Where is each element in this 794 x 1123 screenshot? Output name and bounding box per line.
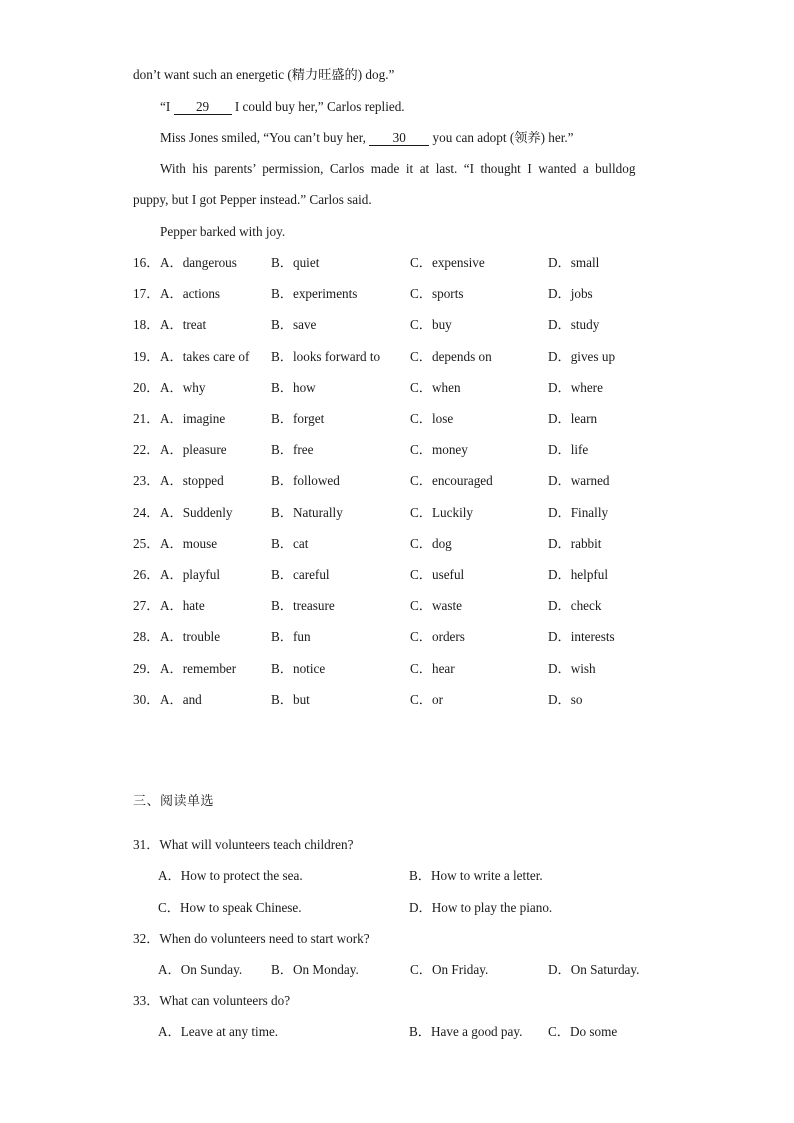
question-number: 16．: [133, 255, 160, 270]
option-a[interactable]: A．mouse: [160, 535, 218, 551]
option-d[interactable]: D．so: [548, 691, 583, 707]
option-c[interactable]: C．lose: [410, 411, 454, 426]
question-number: 27．: [133, 598, 160, 614]
option-a[interactable]: A．dangerous: [160, 255, 237, 270]
passage-line-3-end: you can adopt (领养) her.”: [429, 130, 574, 145]
option-c[interactable]: C．sports: [410, 286, 464, 302]
option-b[interactable]: B．experiments: [271, 286, 358, 302]
option-d[interactable]: D．Finally: [548, 504, 609, 520]
question-33-option-a[interactable]: A．Leave at any time.: [158, 1024, 279, 1039]
question-32-stem: 32．When do volunteers need to start work?: [133, 931, 370, 946]
section-heading: 三、阅读单选: [133, 794, 215, 809]
question-33-option-b[interactable]: B．Have a good pay.: [409, 1024, 523, 1039]
cloze-question-row: [133, 598, 693, 614]
question-32-option-a[interactable]: A．On Sunday.: [158, 962, 243, 977]
option-b[interactable]: B．Naturally: [271, 504, 343, 520]
question-number: 29．: [133, 660, 160, 676]
question-number: 23．: [133, 473, 160, 489]
option-b[interactable]: B．save: [271, 317, 317, 333]
option-a[interactable]: A．stopped: [160, 473, 224, 489]
passage-line-2-start: “I: [160, 99, 174, 114]
option-b[interactable]: B．cat: [271, 535, 309, 551]
question-32-option-d[interactable]: D．On Saturday.: [548, 962, 640, 977]
option-c[interactable]: C．when: [410, 379, 461, 395]
passage-line-3-start: Miss Jones smiled, “You can’t buy her,: [160, 130, 370, 145]
passage-line-4a: With his parents’ permission, Carlos made it at last. “I thought I wanted a bulldog: [160, 161, 636, 176]
option-c[interactable]: C．dog: [410, 535, 452, 551]
question-number: 24．: [133, 504, 160, 520]
cloze-question-row: [133, 567, 693, 583]
question-31-stem: 31．What will volunteers teach children?: [133, 837, 354, 852]
question-number: 28．: [133, 629, 160, 645]
option-d[interactable]: D．helpful: [548, 567, 609, 582]
option-b[interactable]: B．but: [271, 691, 310, 707]
cloze-question-row: [133, 380, 693, 396]
option-a[interactable]: A．trouble: [160, 629, 221, 645]
option-d[interactable]: D．where: [548, 379, 603, 395]
question-number: 21．: [133, 411, 160, 426]
option-c[interactable]: C．depends on: [410, 348, 492, 364]
cloze-question-row: [133, 411, 693, 427]
option-b[interactable]: B．careful: [271, 567, 330, 582]
cloze-question-row: [133, 629, 693, 645]
question-31-option-a[interactable]: A．How to protect the sea.: [158, 868, 303, 883]
option-a[interactable]: A．remember: [160, 660, 237, 676]
option-d[interactable]: D．wish: [548, 660, 596, 676]
option-d[interactable]: D．gives up: [548, 348, 616, 364]
cloze-question-row: [133, 536, 693, 552]
question-31-option-d[interactable]: D．How to play the piano.: [409, 900, 553, 915]
passage-line-2: [160, 99, 405, 115]
option-b[interactable]: B．looks forward to: [271, 348, 381, 364]
option-d[interactable]: D．small: [548, 255, 600, 270]
option-a[interactable]: A．why: [160, 379, 206, 395]
blank-29: 29: [174, 100, 232, 115]
option-c[interactable]: C．expensive: [410, 255, 485, 270]
option-a[interactable]: A．hate: [160, 598, 205, 614]
cloze-question-row: [133, 255, 693, 271]
option-a[interactable]: A．playful: [160, 567, 221, 582]
option-a[interactable]: A．imagine: [160, 411, 226, 426]
option-a[interactable]: A．treat: [160, 317, 207, 333]
question-33-stem: 33．What can volunteers do?: [133, 993, 291, 1008]
question-31-option-b[interactable]: B．How to write a letter.: [409, 868, 543, 883]
option-d[interactable]: D．learn: [548, 411, 598, 426]
blank-30: 30: [369, 131, 429, 146]
option-a[interactable]: A．pleasure: [160, 442, 227, 458]
question-number: 17．: [133, 286, 160, 302]
option-a[interactable]: A．Suddenly: [160, 504, 233, 520]
question-number: 26．: [133, 567, 160, 582]
option-d[interactable]: D．life: [548, 442, 589, 458]
passage-line-5: Pepper barked with joy.: [160, 224, 286, 239]
option-d[interactable]: D．rabbit: [548, 535, 602, 551]
cloze-question-row: [133, 661, 693, 677]
option-c[interactable]: C．hear: [410, 660, 455, 676]
cloze-question-row: [133, 473, 693, 489]
option-c[interactable]: C．encouraged: [410, 473, 493, 489]
option-b[interactable]: B．followed: [271, 473, 340, 489]
option-d[interactable]: D．warned: [548, 473, 610, 489]
cloze-question-row: [133, 442, 693, 458]
option-b[interactable]: B．treasure: [271, 598, 335, 614]
question-33-option-c[interactable]: C．Do some: [548, 1024, 618, 1039]
option-c[interactable]: C．buy: [410, 317, 452, 333]
option-b[interactable]: B．notice: [271, 660, 326, 676]
question-number: 30．: [133, 691, 160, 707]
cloze-question-row: [133, 692, 693, 708]
passage-line-4b: puppy, but I got Pepper instead.” Carlos said.: [133, 192, 372, 207]
cloze-question-row: [133, 349, 693, 365]
option-a[interactable]: A．takes care of: [160, 348, 250, 364]
option-c[interactable]: C．money: [410, 442, 468, 458]
question-number: 20．: [133, 379, 160, 395]
cloze-question-row: [133, 286, 693, 302]
question-number: 19．: [133, 348, 160, 364]
option-d[interactable]: D．check: [548, 598, 602, 614]
option-b[interactable]: B．fun: [271, 629, 311, 645]
cloze-question-row: [133, 505, 693, 521]
question-number: 22．: [133, 442, 160, 458]
option-c[interactable]: C．or: [410, 691, 443, 707]
cloze-question-row: [133, 317, 693, 333]
passage-line-2-end: I could buy her,” Carlos replied.: [231, 99, 405, 114]
question-number: 25．: [133, 535, 160, 551]
option-c[interactable]: C．Luckily: [410, 504, 474, 520]
question-number: 18．: [133, 317, 160, 333]
question-32-option-c[interactable]: C．On Friday.: [410, 962, 489, 977]
passage-line-1: don’t want such an energetic (精力旺盛的) dog.”: [133, 67, 395, 82]
passage-line-3: [160, 130, 574, 146]
option-c[interactable]: C．waste: [410, 598, 463, 614]
option-b[interactable]: B．forget: [271, 411, 325, 426]
question-32-option-b[interactable]: B．On Monday.: [271, 962, 359, 977]
option-b[interactable]: B．quiet: [271, 255, 320, 270]
option-c[interactable]: C．useful: [410, 567, 465, 582]
option-b[interactable]: B．how: [271, 379, 316, 395]
option-d[interactable]: D．study: [548, 317, 600, 333]
option-a[interactable]: A．actions: [160, 286, 221, 302]
option-c[interactable]: C．orders: [410, 629, 465, 645]
option-a[interactable]: A．and: [160, 691, 202, 707]
option-d[interactable]: D．jobs: [548, 286, 593, 302]
option-b[interactable]: B．free: [271, 442, 314, 458]
question-31-option-c[interactable]: C．How to speak Chinese.: [158, 900, 302, 915]
option-d[interactable]: D．interests: [548, 629, 615, 645]
